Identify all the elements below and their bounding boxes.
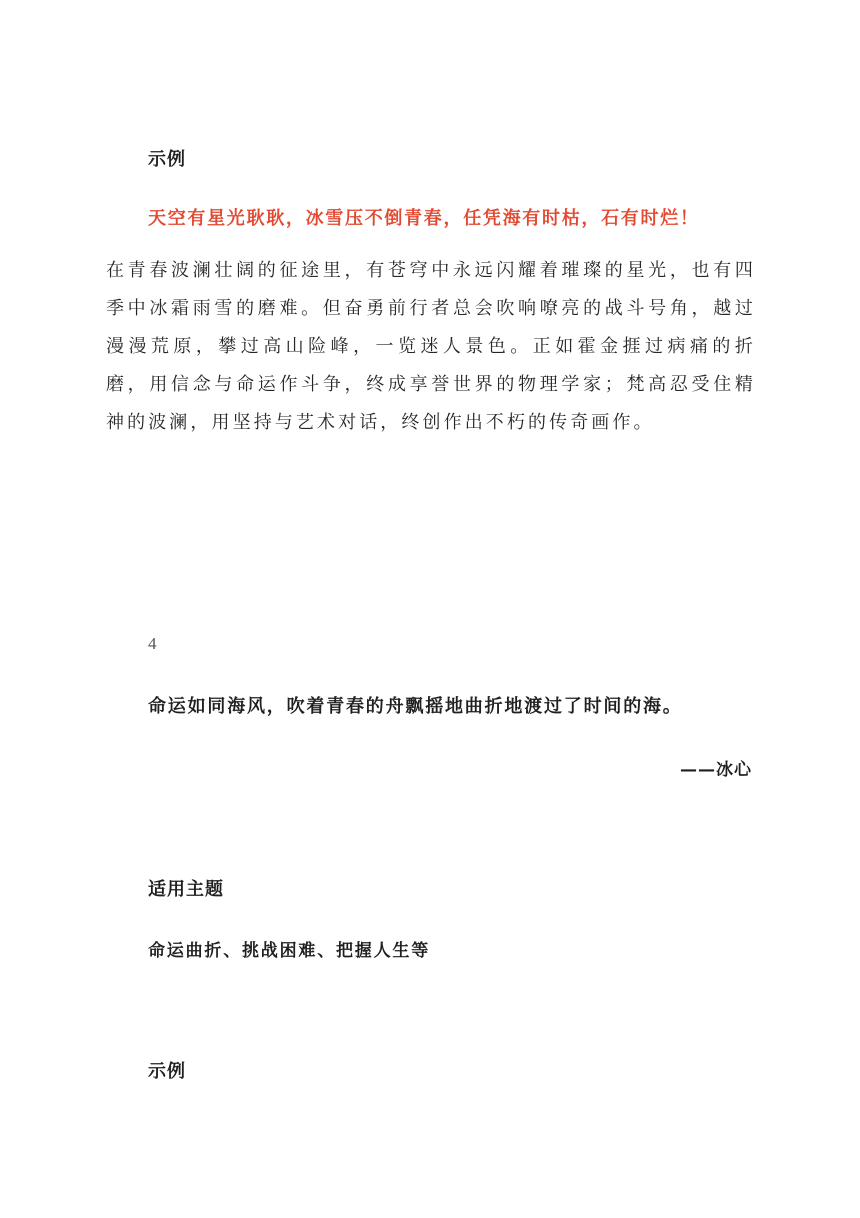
example-heading: 示例 xyxy=(148,149,186,170)
quote-text: 命运如同海风，吹着青春的舟飘摇地曲折地渡过了时间的海。 xyxy=(148,696,683,717)
item-number: 4 xyxy=(148,634,157,653)
theme-heading: 适用主题 xyxy=(148,879,224,900)
example-paragraph: 在青春波澜壮阔的征途里，有苍穹中永远闪耀着璀璨的星光，也有四季中冰霜雨雪的磨难。但奋勇前行者总会吹响嘹亮的战斗号角，越过漫漫荒原，攀过高山险峰，一览迷人景色。正如霍金捱过病痛的折磨，用信念与命运作斗争，终成享誉世界的物理学家；梵高忍受住精神的波澜，用坚持与艺术对话，终创作出不朽的传奇画作。 xyxy=(106,260,756,433)
highlight-quote: 天空有星光耿耿，冰雪压不倒青春，任凭海有时枯，石有时烂！ xyxy=(148,208,700,229)
quote-author: ——冰心 xyxy=(680,760,752,780)
theme-text: 命运曲折、挑战困难、把握人生等 xyxy=(148,941,430,961)
example-heading-2: 示例 xyxy=(148,1061,186,1082)
